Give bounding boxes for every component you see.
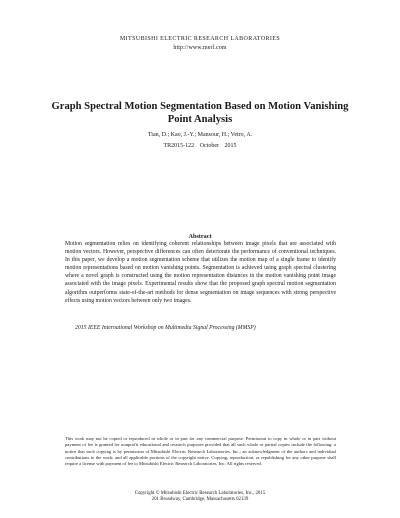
address-line: 201 Broadway, Cambridge, Massachusetts 02139	[151, 497, 249, 503]
abstract-heading: Abstract	[188, 233, 212, 240]
publication-venue: 2015 IEEE International Workshop on Multimedia Signal Processing (MMSP)	[75, 325, 256, 331]
report-number: TR2015-122	[163, 143, 195, 149]
abstract-text: Motion segmentation relies on identifying coherent relationships between image pixels that are associated with motion vectors. However, perspective differences can often deteriorate the performance of conventional techniques. In this paper, we develop a motion segmentation scheme that utilizes the motion map of a single frame to identify motion representations based on motion vanishing points. Segmentation is achieved using graph spectral clustering where a novel graph is constructed using the motion representation distances in the motion vanishing point image associated with the image pixels. Experimental results show that the proposed graph spectral motion segmentation algorithm outperforms state-of-the-art methods for dense segmentation on image sequences with strong perspective effects using motion vectors between only two images.	[65, 241, 336, 304]
page-footer	[0, 491, 400, 504]
organization-name: MITSUBISHI ELECTRIC RESEARCH LABORATORIES	[119, 36, 281, 42]
organization-url[interactable]: http://www.merl.com	[173, 45, 227, 51]
report-info	[0, 142, 400, 151]
paper-title: Graph Spectral Motion Segmentation Based on Motion Vanishing Point Analysis	[51, 101, 349, 125]
page-header	[0, 35, 400, 53]
copyright-notice: This work may not be copied or reproduced in whole or in part for any commercial purpose. Permission to copy in whole or in part without payment of fee is granted for nonprofit educational and research purposes provided that all such whole or partial copies include the following: a notice that such copying is by permission of Mitsubishi Electric Research Laboratories, Inc.; an acknowledgment of the authors and individual contributions to the work; and all applicable portions of the copyright notice. Copying, reproduction, or republishing for any other purpose shall require a license with payment of fee to Mitsubishi Electric Research Laboratories, Inc. All rights reserved.	[65, 436, 336, 466]
copyright-line: Copyright © Mitsubishi Electric Research Laboratories, Inc., 2015	[134, 491, 266, 496]
author-list: Tian, D.; Kao, J.-Y.; Mansour, H.; Vetro, A.	[147, 132, 253, 138]
report-date: October 2015	[199, 143, 237, 149]
